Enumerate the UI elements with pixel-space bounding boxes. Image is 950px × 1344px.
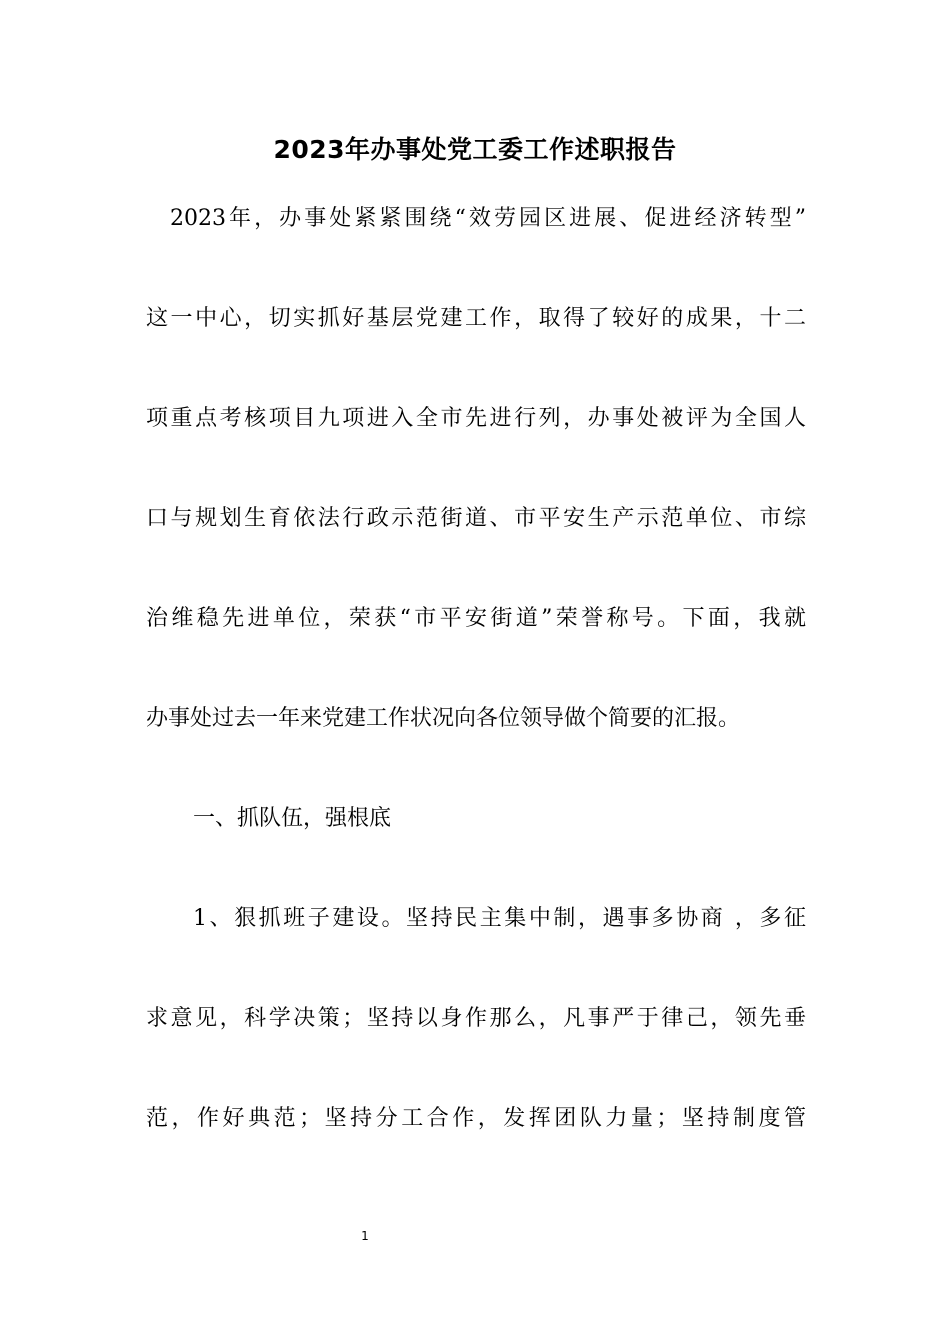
page-number: 1 — [361, 1229, 369, 1243]
paragraph-line-1: 2023年，办事处紧紧围绕“效劳园区进展、促进经济转型” — [170, 206, 806, 231]
paragraph-line-4: 口与规划生育依法行政示范街道、市平安生产示范单位、市综 — [146, 506, 806, 531]
section-line-1: 1、狠抓班子建设。坚持民主集中制，遇事多协商 ，多征 — [193, 906, 806, 931]
paragraph-line-6: 办事处过去一年来党建工作状况向各位领导做个简要的汇报。 — [146, 706, 741, 731]
document-title: 2023年办事处党工委工作述职报告 — [273, 135, 677, 164]
section-line-3: 范，作好典范；坚持分工合作，发挥团队力量；坚持制度管 — [146, 1106, 806, 1131]
section-heading: 一、抓队伍，强根底 — [193, 806, 392, 831]
paragraph-line-5: 治维稳先进单位，荣获“市平安街道”荣誉称号。下面，我就 — [146, 606, 806, 631]
paragraph-line-3: 项重点考核项目九项进入全市先进行列，办事处被评为全国人 — [146, 406, 806, 431]
section-line-2: 求意见，科学决策；坚持以身作那么，凡事严于律己，领先垂 — [146, 1006, 806, 1031]
paragraph-line-2: 这一中心，切实抓好基层党建工作，取得了较好的成果，十二 — [146, 306, 806, 331]
